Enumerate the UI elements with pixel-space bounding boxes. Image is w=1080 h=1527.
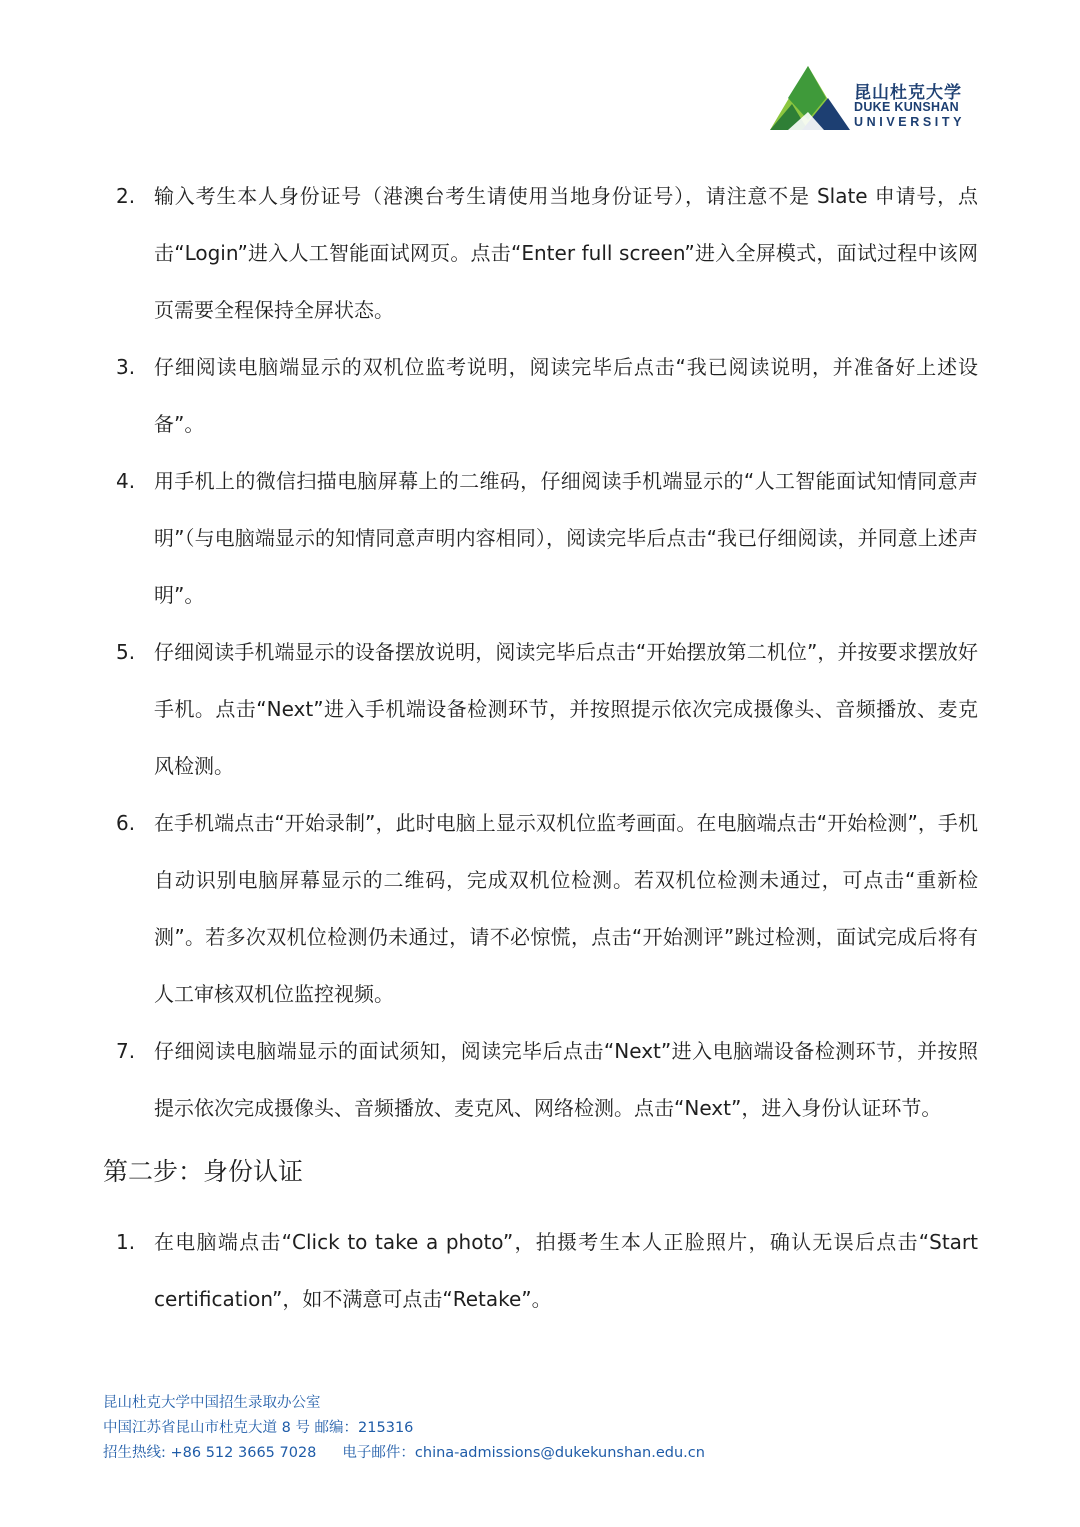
footer-office: 昆山杜克大学中国招生录取办公室 (103, 1395, 321, 1411)
list-item (116, 168, 978, 339)
list-number: 6. (116, 811, 136, 835)
list-text: 仔细阅读电脑端显示的双机位监考说明，阅读完毕后点击“我已阅读说明，并准备好上述设备”。 (154, 355, 978, 436)
list-text: 在电脑端点击“Click to take a photo”，拍摄考生本人正脸照片，确认无误后点击“Start certification”，如不满意可点击“Retake”。 (154, 1230, 978, 1311)
list-item (116, 1023, 978, 1137)
list-text: 用手机上的微信扫描电脑屏幕上的二维码，仔细阅读手机端显示的“人工智能面试知情同意声明”（与电脑端显示的知情同意声明内容相同），阅读完毕后点击“我已仔细阅读，并同意上述声明”。 (154, 469, 978, 607)
list-item (116, 1214, 978, 1328)
list-number: 2. (116, 184, 136, 208)
university-logo (768, 64, 978, 132)
list-item (116, 795, 978, 1023)
list-number: 1. (116, 1230, 136, 1254)
list-number: 3. (116, 355, 136, 379)
footer-email[interactable]: 电子邮件：china-admissions@dukekunshan.edu.cn (342, 1445, 705, 1461)
list-text: 在手机端点击“开始录制”，此时电脑上显示双机位监考画面。在电脑端点击“开始检测”，手机自动识别电脑屏幕显示的二维码，完成双机位检测。若双机位检测未通过，可点击“重新检测”。若多次双机位检测仍未通过，请不必惊慌，点击“开始测评”跳过检测，面试完成后将有人工审核双机位监控视频。 (154, 811, 978, 1006)
list-number: 5. (116, 640, 136, 664)
list-number: 4. (116, 469, 136, 493)
section-heading: 第二步：身份认证 (103, 1157, 304, 1186)
logo-name-en-line1: DUKE KUNSHAN (854, 100, 959, 114)
list-item (116, 453, 978, 624)
mountain-logo-icon (768, 64, 852, 132)
footer-hotline: 招生热线: +86 512 3665 7028 (103, 1445, 317, 1461)
logo-name-en-line2: UNIVERSITY (854, 115, 966, 129)
document-body (0, 168, 1080, 1328)
list-text: 输入考生本人身份证号（港澳台考生请使用当地身份证号），请注意不是 Slate 申请号，点击“Login”进入人工智能面试网页。点击“Enter full screen”进入全屏模式，面试过程中该网页需要全程保持全屏状态。 (154, 184, 978, 322)
list-number: 7. (116, 1039, 136, 1063)
footer-address: 中国江苏省昆山市杜克大道 8 号 邮编：215316 (103, 1420, 414, 1436)
list-text: 仔细阅读手机端显示的设备摆放说明，阅读完毕后点击“开始摆放第二机位”，并按要求摆放好手机。点击“Next”进入手机端设备检测环节，并按照提示依次完成摄像头、音频播放、麦克风检测。 (154, 640, 978, 778)
footer (103, 1391, 705, 1466)
list-text: 仔细阅读电脑端显示的面试须知，阅读完毕后点击“Next”进入电脑端设备检测环节，并按照提示依次完成摄像头、音频播放、麦克风、网络检测。点击“Next”，进入身份认证环节。 (154, 1039, 978, 1120)
list-item (116, 624, 978, 795)
logo-name-cn: 昆山杜克大学 (854, 83, 962, 103)
footer-contact (103, 1441, 705, 1466)
list-item (116, 339, 978, 453)
